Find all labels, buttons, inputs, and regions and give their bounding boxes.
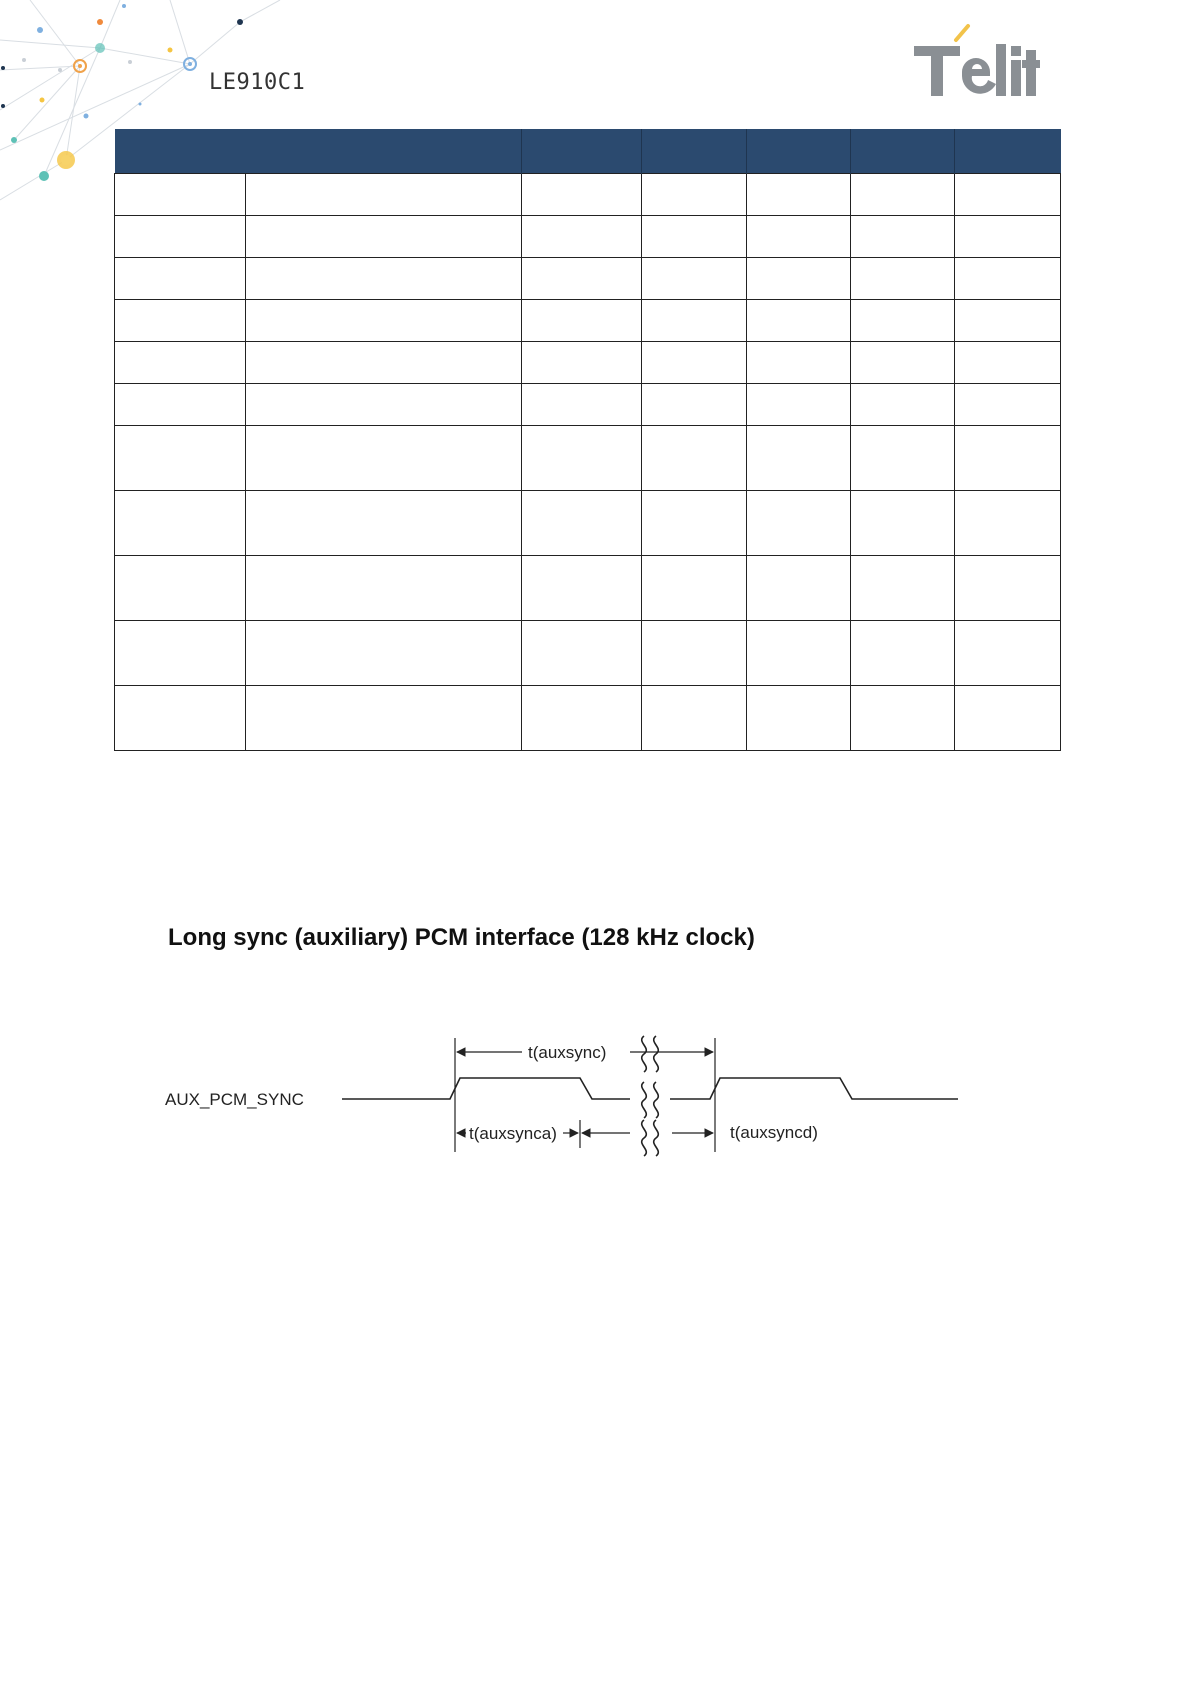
table-cell (851, 491, 955, 556)
figure-caption: Long sync (auxiliary) PCM interface (128 kHz clock) (168, 924, 755, 951)
table-cell (115, 556, 246, 621)
table-cell (246, 300, 522, 342)
table-row (115, 174, 1061, 216)
table-header-cell (747, 129, 851, 174)
table-cell (851, 384, 955, 426)
table-cell (115, 426, 246, 491)
aux-pcm-sync-waveform (342, 1078, 630, 1099)
table-cell (747, 384, 851, 426)
table-cell (747, 300, 851, 342)
table-row (115, 258, 1061, 300)
table-cell (955, 174, 1061, 216)
table-cell (246, 258, 522, 300)
table-cell (246, 621, 522, 686)
table-cell (851, 216, 955, 258)
table-cell (115, 342, 246, 384)
table-cell (642, 491, 747, 556)
table-cell (747, 258, 851, 300)
table-cell (851, 686, 955, 751)
table-cell (522, 174, 642, 216)
table-row (115, 686, 1061, 751)
table-cell (955, 216, 1061, 258)
table-cell (642, 621, 747, 686)
table-row (115, 556, 1061, 621)
table-row (115, 491, 1061, 556)
auxsyncd-label: t(auxsyncd) (730, 1123, 818, 1142)
table-cell (522, 384, 642, 426)
table-cell (955, 556, 1061, 621)
table-cell (851, 342, 955, 384)
table-header-cell (955, 129, 1061, 174)
table-cell (851, 426, 955, 491)
table-cell (955, 426, 1061, 491)
table-cell (851, 621, 955, 686)
table-cell (642, 384, 747, 426)
table-cell (747, 621, 851, 686)
table-header-cell (851, 129, 955, 174)
table-cell (747, 426, 851, 491)
table-cell (642, 342, 747, 384)
table-cell (115, 686, 246, 751)
table-row (115, 216, 1061, 258)
table-cell (522, 216, 642, 258)
table-cell (642, 426, 747, 491)
table-body (115, 174, 1061, 751)
table-header-cell (642, 129, 747, 174)
table-cell (115, 621, 246, 686)
table-cell (522, 300, 642, 342)
table-cell (246, 384, 522, 426)
table-cell (642, 300, 747, 342)
signal-label: AUX_PCM_SYNC (165, 1090, 304, 1109)
table-cell (522, 491, 642, 556)
table-header (115, 129, 1061, 174)
table-cell (955, 384, 1061, 426)
table-cell (115, 258, 246, 300)
table-cell (246, 426, 522, 491)
table-row (115, 621, 1061, 686)
table-cell (246, 686, 522, 751)
table-cell (642, 174, 747, 216)
table-cell (522, 258, 642, 300)
table-cell (955, 300, 1061, 342)
table-cell (955, 621, 1061, 686)
table-cell (747, 556, 851, 621)
table-cell (642, 556, 747, 621)
table-row (115, 384, 1061, 426)
table-cell (115, 174, 246, 216)
table-cell (851, 300, 955, 342)
table-header-cell (115, 129, 246, 174)
table-cell (522, 686, 642, 751)
table-cell (642, 686, 747, 751)
timing-diagram (160, 1020, 1000, 1180)
table-cell (747, 216, 851, 258)
table-row (115, 342, 1061, 384)
table-cell (851, 556, 955, 621)
break-symbol (642, 1036, 659, 1156)
table-row (115, 300, 1061, 342)
table-cell (522, 342, 642, 384)
table-cell (642, 216, 747, 258)
table-cell (246, 342, 522, 384)
document-title: LE910C1 (209, 70, 306, 95)
table-cell (747, 174, 851, 216)
table-cell (246, 556, 522, 621)
table-cell (747, 686, 851, 751)
table-header-cell (522, 129, 642, 174)
table-cell (955, 258, 1061, 300)
table-cell (246, 216, 522, 258)
auxsync-label: t(auxsync) (528, 1043, 607, 1062)
table-cell (246, 491, 522, 556)
table-cell (747, 491, 851, 556)
table-cell (115, 384, 246, 426)
telit-logo-wordmark (914, 44, 1040, 96)
aux-pcm-sync-waveform (670, 1078, 958, 1099)
table-cell (115, 300, 246, 342)
specification-table (114, 129, 1061, 751)
table-cell (747, 342, 851, 384)
table-cell (522, 621, 642, 686)
table-cell (115, 216, 246, 258)
table-cell (955, 491, 1061, 556)
table-header-cell (246, 129, 522, 174)
table-cell (851, 258, 955, 300)
table-cell (246, 174, 522, 216)
auxsynca-label: t(auxsynca) (469, 1124, 557, 1143)
table-cell (522, 426, 642, 491)
table-cell (115, 491, 246, 556)
telit-logo-accent (956, 26, 968, 40)
table-cell (522, 556, 642, 621)
table-cell (955, 342, 1061, 384)
table-cell (642, 258, 747, 300)
table-cell (851, 174, 955, 216)
telit-logo (912, 24, 1042, 102)
table-row (115, 426, 1061, 491)
table-cell (955, 686, 1061, 751)
